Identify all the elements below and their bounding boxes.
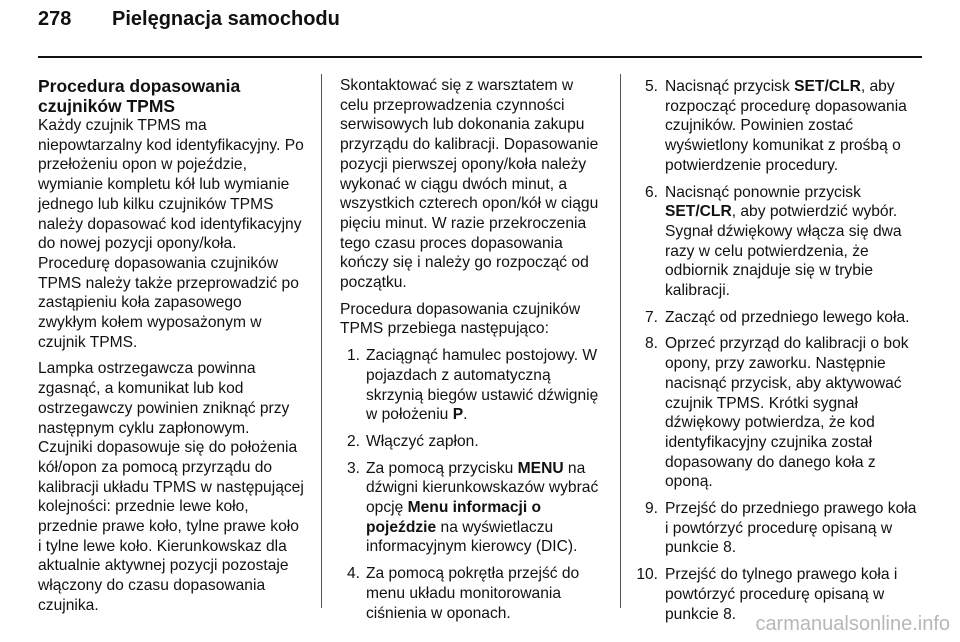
menu-label: Menu informacji o pojeździe: [366, 499, 542, 536]
step-number: 9.: [644, 500, 658, 518]
watermark: carmanualsonline.info: [755, 613, 950, 635]
step-text: .: [463, 406, 468, 424]
step-text: Zacząć od przedniego lewego koła.: [665, 308, 910, 326]
step-number: 2.: [346, 432, 360, 450]
list-item: [340, 346, 606, 425]
step-text: Za pomocą przycisku: [366, 459, 518, 477]
list-item: [624, 183, 924, 301]
step-number: 8.: [644, 335, 658, 353]
step-number: 3.: [346, 459, 360, 477]
step-number: 4.: [346, 565, 360, 583]
paragraph: Skontaktować się z warsztatem w celu przeprowadzenia czynności serwisowych lub dokonania zakupu przyrządu do kalibracji. Dopasowanie pozycji pierwszej opony/koła należy wykonać w ciągu dwóch minut, a wszystkich czterech opon/kół w ciągu pięciu minut. W razie przekroczenia tego czasu proces dopasowania kończy się i należy go rozpocząć od początku.: [340, 77, 599, 292]
step-text: Oprzeć przyrząd do kalibracji o bok opony, przy zaworku. Następnie nacisnąć przycisk, aby aktywować czujnik TPMS. Krótki sygnał dźwiękowy potwierdza, że kod identyfikacyjny czujnika został dopasowany do danego koła z oponą.: [665, 335, 909, 491]
step-text: , aby rozpocząć procedurę dopasowania czujników. Powinien zostać wyświetlony komunikat z prośbą o potwierdzenie procedury.: [665, 78, 907, 174]
step-number: 5.: [644, 78, 658, 95]
step-text: , aby potwierdzić wybór. Sygnał dźwiękowy włącza się dwa razy w celu potwierdzenia, że odbiornik znajduje się w trybie kalibracji.: [665, 203, 902, 300]
list-item: [624, 308, 924, 328]
list-item: [340, 432, 606, 452]
key-label: SET/CLR: [665, 203, 732, 221]
paragraph: Każdy czujnik TPMS ma niepowtarzalny kod identyfikacyjny. Po przełożeniu opon w pojeździe, wymianie kompletu kół lub wymianie jednego lub kilku czujników TPMS należy dopasować kod identyfikacyjny do nowej pozycji opony/koła. Procedurę dopasowania czujników TPMS należy także przeprowadzić po zastąpieniu koła zapasowego zwykłym kołem wyposażonym w czujnik TPMS.: [38, 117, 304, 351]
step-text: na dźwigni kierunkowskazów wybrać opcję: [366, 459, 599, 517]
column-divider: [620, 74, 621, 608]
steps-list: [340, 346, 606, 623]
column-left: [38, 76, 304, 623]
list-item: [340, 564, 606, 623]
list-item: [624, 499, 924, 558]
paragraph: Procedura dopasowania czujników TPMS przebiega następująco:: [340, 300, 581, 338]
step-number: 1.: [346, 347, 360, 365]
key-label: SET/CLR: [794, 78, 861, 95]
paragraph: Lampka ostrzegawcza powinna zgasnąć, a komunikat lub kod ostrzegawczy powinien zniknąć przy następnym cyklu zapłonowym. Czujniki dopasowuje się do położenia kół/opon za pomocą przyrządu do kalibracji układu TPMS w następującej kolejności: przednie lewe koło, przednie prawe koło, tylne prawe koło i tylne lewe koło. Kierunkowskaz dla aktualnie aktywnej pozycji pozostaje włączony do czasu dopasowania czujnika.: [38, 360, 304, 614]
page-header: [38, 8, 340, 31]
step-text: Włączyć zapłon.: [366, 432, 479, 450]
column-middle: [340, 76, 606, 630]
column-divider: [321, 74, 322, 608]
column-right: [624, 77, 924, 631]
steps-list: [624, 77, 924, 624]
page-title: Pielęgnacja samochodu: [112, 8, 340, 30]
list-item: [624, 334, 924, 492]
key-label: P: [452, 406, 464, 424]
section-heading: Procedura dopasowania czujników TPMS: [38, 76, 241, 116]
page-number: 278: [38, 8, 72, 30]
step-text: Przejść do tylnego prawego koła i powtórzyć procedurę opisaną w punkcie 8.: [665, 566, 898, 623]
step-number: 6.: [644, 183, 658, 201]
step-number: 7.: [644, 308, 658, 326]
step-text: Za pomocą pokrętła przejść do menu układu monitorowania ciśnienia w oponach.: [366, 565, 580, 622]
step-text: Przejść do przedniego prawego koła i powtórzyć procedurę opisaną w punkcie 8.: [665, 500, 917, 557]
step-text: Nacisnąć przycisk: [665, 78, 795, 95]
key-label: MENU: [517, 459, 564, 477]
list-item: [624, 77, 924, 176]
header-rule: [38, 56, 922, 58]
step-text: Zaciągnąć hamulec postojowy. W pojazdach z automatyczną skrzynią biegów ustawić dźwignię w położeniu: [366, 347, 599, 424]
list-item: [340, 459, 606, 558]
step-number: 10.: [636, 566, 658, 584]
step-text: na wyświetlaczu informacyjnym kierowcy (DIC).: [366, 518, 578, 556]
step-text: Nacisnąć ponownie przycisk: [665, 183, 861, 201]
